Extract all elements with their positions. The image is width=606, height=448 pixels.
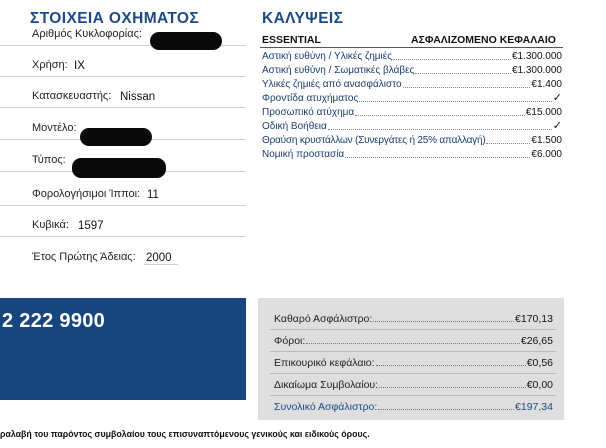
coverage-label: Φροντίδα ατυχήματος: [262, 93, 359, 104]
dot-leader: [355, 115, 525, 116]
dot-leader: [376, 365, 526, 366]
dot-leader: [403, 87, 531, 88]
field-label: Χρήση:: [32, 59, 68, 71]
field-value: 1597: [78, 220, 104, 232]
vehicle-field-type: [0, 144, 246, 172]
premium-line-auxiliary-fund: [274, 355, 553, 369]
coverages-title: ΚΑΛΥΨΕΙΣ: [262, 10, 344, 27]
premium-amount: €26,65: [520, 335, 553, 347]
dot-leader: [306, 343, 520, 344]
coverage-item: [262, 77, 562, 90]
field-label: Κατασκευαστής:: [32, 90, 112, 102]
coverage-amount: €1.300.000: [511, 51, 562, 62]
coverage-amount: €1.500: [531, 135, 562, 146]
field-label: Αριθμός Κυκλοφορίας:: [32, 28, 142, 40]
coverage-item: [262, 119, 562, 132]
checkmark-icon: ✓: [552, 120, 562, 132]
insured-capital-header: ΑΣΦΑΛΙΖΟΜΕΝΟ ΚΕΦΑΛΑΙΟ: [411, 34, 556, 46]
field-underline: [144, 264, 178, 265]
premium-label: Δικαίωμα Συμβολαίου:: [274, 379, 379, 391]
coverage-package-name: ESSENTIAL: [262, 34, 321, 46]
dot-leader: [378, 409, 514, 410]
coverage-label: Νομική προστασία: [262, 149, 345, 160]
field-label: Κυβικά:: [32, 219, 69, 231]
field-value: 11: [147, 189, 159, 201]
premium-label: Επικουρικό κεφάλαιο:: [274, 357, 375, 369]
coverage-amount: €6.000: [531, 149, 562, 160]
coverage-label: Αστική ευθύνη / Σωματικές βλάβες: [262, 65, 415, 76]
coverage-label: Αστική ευθύνη / Υλικές ζημιές: [262, 51, 393, 62]
premium-divider: [270, 351, 556, 352]
field-label: Μοντέλο:: [32, 122, 77, 134]
dot-leader: [373, 321, 514, 322]
field-value: Nissan: [120, 91, 156, 103]
premium-label: Φόροι:: [274, 335, 306, 347]
coverage-item: [262, 133, 562, 146]
premium-divider: [270, 373, 556, 374]
dot-leader: [359, 101, 552, 102]
vehicle-section-title: ΣΤΟΙΧΕΙΑ ΟΧΗΜΑΤΟΣ: [30, 10, 200, 27]
premium-panel: [258, 298, 564, 420]
coverage-item: [262, 49, 562, 62]
dot-leader: [486, 143, 530, 144]
dot-leader: [393, 59, 511, 60]
field-label: Έτος Πρώτης Άδειας:: [32, 251, 136, 263]
coverage-amount: €1.300.000: [511, 65, 562, 76]
field-label: Φορολογήσιμοι Ίπποι:: [32, 188, 141, 200]
premium-line-net: [274, 311, 553, 325]
coverage-label: Θραύση κρυστάλλων (Συνεργάτες ή 25% απαλλαγή): [262, 135, 486, 146]
dot-leader: [415, 73, 511, 74]
vehicle-field-cc: [0, 209, 246, 237]
coverage-label: Υλικές ζημιές από ανασφάλιστο: [262, 79, 402, 90]
coverage-label: Προσωπικό ατύχημα: [262, 107, 355, 118]
coverage-amount: €1.400: [531, 79, 562, 90]
premium-line-taxes: [274, 333, 553, 347]
premium-amount: €0,00: [526, 379, 553, 391]
premium-amount: €170,13: [515, 313, 553, 325]
dot-leader: [345, 157, 530, 158]
dot-leader: [328, 129, 552, 130]
coverage-label: Οδική Βοήθεια: [262, 121, 327, 132]
dot-leader: [379, 387, 526, 388]
premium-line-policy-fee: [274, 377, 553, 391]
vehicle-field-model: [0, 112, 246, 140]
coverage-item: [262, 91, 562, 104]
premium-label: Καθαρό Ασφάλιστρο:: [274, 313, 373, 325]
vehicle-field-first-license-year: [0, 240, 246, 268]
redaction-mark: [150, 32, 222, 50]
vehicle-field-horsepower: [0, 178, 246, 206]
premium-total-amount: €197,34: [515, 401, 553, 413]
coverages-header-rule: [260, 47, 563, 48]
premium-line-total: [274, 399, 553, 413]
coverage-amount: €15.000: [525, 107, 562, 118]
premium-total-label: Συνολικό Ασφάλιστρο:: [274, 401, 378, 413]
footer-note: ραλαβή του παρόντος συμβολαίου τους επισυναπτόμενους γενικούς και ειδικούς όρους.: [0, 429, 370, 439]
vehicle-field-manufacturer: [0, 80, 246, 108]
field-value: 2000: [146, 252, 172, 264]
coverage-item: [262, 63, 562, 76]
premium-divider: [270, 329, 556, 330]
redaction-mark: [72, 158, 166, 178]
premium-divider: [270, 395, 556, 396]
premium-amount: €0,56: [526, 357, 553, 369]
vehicle-field-usage: [0, 49, 246, 77]
checkmark-icon: ✓: [552, 92, 562, 104]
vehicle-field-registration: [0, 18, 246, 46]
field-label: Τύπος:: [32, 154, 66, 166]
field-value: ΙΧ: [74, 60, 85, 72]
coverage-item: [262, 105, 562, 118]
contact-panel: [0, 298, 246, 400]
phone-number: 2 222 9900: [2, 310, 106, 332]
coverage-item: [262, 147, 562, 160]
